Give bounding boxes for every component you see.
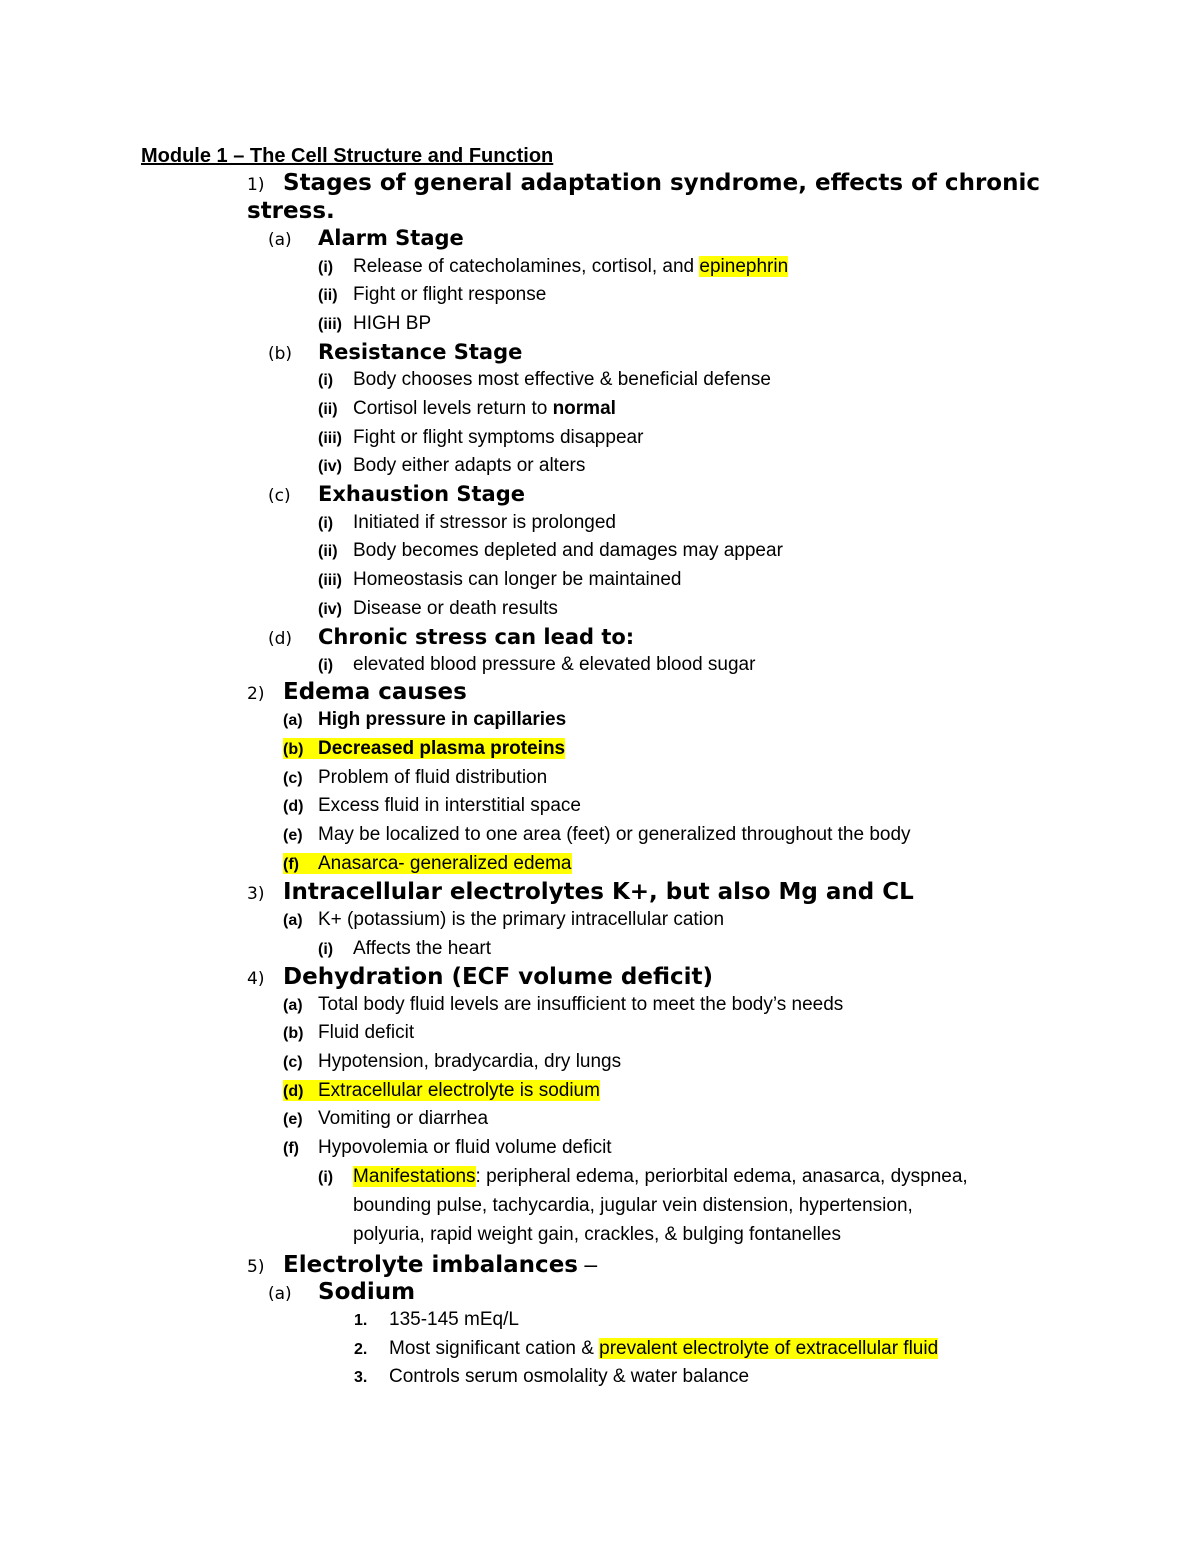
section-2-heading: 2) Edema causes bbox=[247, 679, 467, 705]
list-item: (i) Initiated if stressor is prolonged bbox=[318, 512, 616, 533]
list-item: (c) Hypotension, bradycardia, dry lungs bbox=[283, 1051, 622, 1072]
list-item: (ii) Body becomes depleted and damages may appear bbox=[318, 540, 783, 561]
highlighted-text: Anasarca- generalized edema bbox=[318, 853, 572, 874]
list-item: (a) High pressure in capillaries bbox=[283, 709, 567, 730]
list-item: (ii) Cortisol levels return to normal bbox=[318, 398, 616, 419]
section-3-heading: 3) Intracellular electrolytes K+, but also Mg and CL bbox=[247, 879, 914, 905]
page-title: Module 1 – The Cell Structure and Function bbox=[141, 145, 554, 167]
list-item: (i) Release of catecholamines, cortisol, and epinephrin bbox=[318, 256, 789, 277]
section-4-heading: 4) Dehydration (ECF volume deficit) bbox=[247, 964, 714, 990]
subsection-resistance-stage: (b) Resistance Stage bbox=[268, 340, 523, 364]
highlighted-text: Extracellular electrolyte is sodium bbox=[318, 1080, 600, 1101]
list-item: (i) Affects the heart bbox=[318, 938, 492, 959]
list-item: (d) Excess fluid in interstitial space bbox=[283, 795, 581, 816]
subsection-sodium: (a) Sodium bbox=[268, 1279, 416, 1305]
list-item: (ii) Fight or flight response bbox=[318, 284, 547, 305]
list-item: 2. Most significant cation & prevalent electrolyte of extracellular fluid bbox=[354, 1338, 939, 1359]
list-item: (i) Body chooses most effective & beneficial defense bbox=[318, 369, 771, 390]
list-item: (e) May be localized to one area (feet) or generalized throughout the body bbox=[283, 824, 911, 845]
section-1-heading: 1) Stages of general adaptation syndrome, effects of chronic bbox=[247, 170, 1040, 196]
list-item: (a) K+ (potassium) is the primary intracellular cation bbox=[283, 909, 725, 930]
list-item: (i) elevated blood pressure & elevated blood sugar bbox=[318, 654, 756, 675]
list-item: (c) Problem of fluid distribution bbox=[283, 767, 548, 788]
list-item-continued: bounding pulse, tachycardia, jugular vein distension, hypertension, bbox=[353, 1195, 913, 1216]
list-item: 3. Controls serum osmolality & water balance bbox=[354, 1366, 750, 1387]
list-item: (i) Manifestations: peripheral edema, periorbital edema, anasarca, dyspnea, bbox=[318, 1166, 968, 1187]
highlighted-text: Decreased plasma proteins bbox=[318, 738, 566, 759]
list-item: (f) Hypovolemia or fluid volume deficit bbox=[283, 1137, 612, 1158]
section-number: 1) bbox=[247, 175, 265, 195]
section-1-heading-continued: stress. bbox=[247, 198, 335, 224]
list-item: (iii) HIGH BP bbox=[318, 313, 432, 334]
list-item: (iv) Body either adapts or alters bbox=[318, 455, 586, 476]
list-item: (b) Decreased plasma proteins bbox=[283, 738, 566, 759]
list-item: (d) Extracellular electrolyte is sodium bbox=[283, 1080, 600, 1101]
subsection-alarm-stage: (a) Alarm Stage bbox=[268, 226, 464, 250]
list-item: 1. 135-145 mEq/L bbox=[354, 1309, 519, 1330]
highlighted-text: Manifestations bbox=[353, 1166, 476, 1187]
list-item: (f) Anasarca- generalized edema bbox=[283, 853, 572, 874]
subsection-exhaustion-stage: (c) Exhaustion Stage bbox=[268, 482, 525, 506]
section-5-heading: 5) Electrolyte imbalances – bbox=[247, 1251, 598, 1278]
highlighted-text: prevalent electrolyte of extracellular fluid bbox=[599, 1338, 939, 1359]
list-item: (a) Total body fluid levels are insufficient to meet the body’s needs bbox=[283, 994, 844, 1015]
list-item: (iii) Homeostasis can longer be maintained bbox=[318, 569, 682, 590]
list-item: (b) Fluid deficit bbox=[283, 1022, 415, 1043]
highlighted-text: epinephrin bbox=[699, 256, 789, 277]
subsection-chronic-stress: (d) Chronic stress can lead to: bbox=[268, 625, 635, 649]
list-item: (e) Vomiting or diarrhea bbox=[283, 1108, 489, 1129]
list-item-continued: polyuria, rapid weight gain, crackles, & bulging fontanelles bbox=[353, 1224, 841, 1245]
list-item: (iii) Fight or flight symptoms disappear bbox=[318, 427, 644, 448]
list-item: (iv) Disease or death results bbox=[318, 598, 558, 619]
